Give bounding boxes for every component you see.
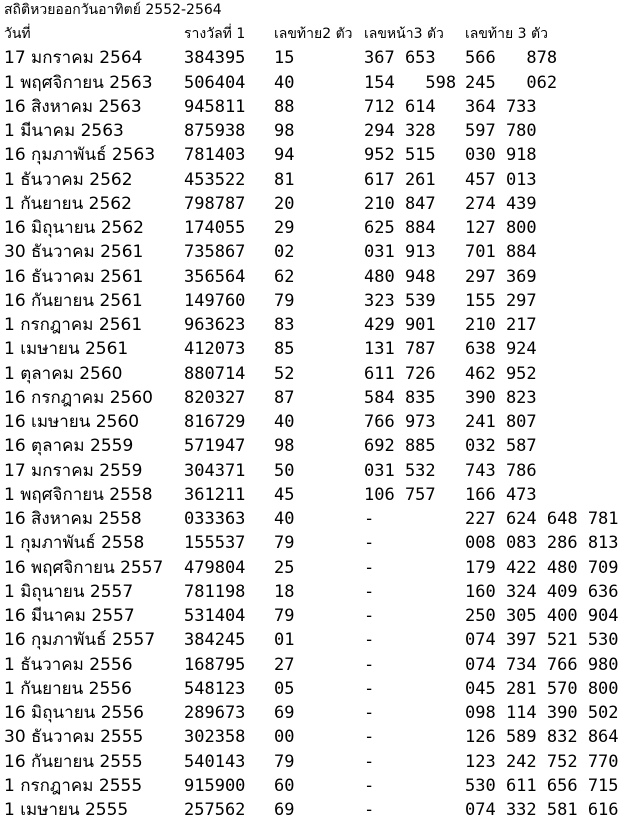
header-back-three: เลขท้าย 3 ตัว — [465, 26, 548, 42]
last-two-cell: 25 — [274, 557, 295, 578]
back-three-cell: 743 786 — [465, 460, 537, 481]
table-body — [0, 46, 644, 822]
draw-date-cell: 16 กรกฎาคม 2560 — [4, 387, 153, 408]
last-two-cell: 69 — [274, 703, 295, 723]
table-row — [0, 265, 644, 289]
results-table — [0, 22, 644, 822]
first-prize-cell: 453522 — [184, 169, 246, 190]
draw-date-cell: 1 ธันวาคม 2562 — [4, 169, 133, 190]
first-prize-cell: 302358 — [184, 727, 246, 748]
draw-date-cell: 16 กันยายน 2555 — [4, 751, 143, 772]
draw-date-cell: 16 ตุลาคม 2559 — [4, 436, 134, 457]
draw-date-cell: 1 ธันวาคม 2556 — [4, 654, 133, 675]
last-two-cell: 60 — [274, 775, 295, 796]
back-three-cell: 045 281 570 800 — [465, 678, 619, 699]
first-prize-cell: 174055 — [184, 218, 246, 238]
front-three-cell: - — [364, 678, 375, 699]
table-row — [0, 701, 644, 725]
table-row — [0, 289, 644, 313]
table-row — [0, 556, 644, 580]
front-three-cell: 367 653 — [364, 48, 436, 69]
draw-date-cell: 1 ตุลาคม 2560 — [4, 363, 123, 384]
draw-date-cell: 16 กุมภาพันธ์ 2563 — [4, 145, 156, 166]
table-row — [0, 628, 644, 652]
back-three-cell: 166 473 — [465, 484, 537, 505]
draw-date-cell: 1 พฤศจิกายน 2558 — [4, 484, 153, 505]
table-row — [0, 483, 644, 507]
first-prize-cell: 945811 — [184, 96, 246, 117]
page-title: สถิติหวยออกวันอาทิตย์ 2552-2564 — [4, 2, 222, 18]
first-prize-cell: 548123 — [184, 678, 246, 699]
first-prize-cell: 506404 — [184, 72, 246, 93]
last-two-cell: 45 — [274, 484, 295, 505]
table-row — [0, 95, 644, 119]
header-last-two: เลขท้าย2 ตัว — [274, 26, 353, 42]
front-three-cell: 031 532 — [364, 460, 436, 481]
table-row — [0, 168, 644, 192]
draw-date-cell: 1 เมษายน 2555 — [4, 800, 129, 820]
last-two-cell: 79 — [274, 751, 295, 772]
draw-date-cell: 1 เมษายน 2561 — [4, 339, 129, 360]
front-three-cell: 712 614 — [364, 96, 436, 117]
first-prize-cell: 479804 — [184, 557, 246, 578]
front-three-cell: 584 835 — [364, 387, 436, 408]
front-three-cell: - — [364, 654, 375, 675]
front-three-cell: 625 884 — [364, 218, 436, 238]
header-front-three: เลขหน้า3 ตัว — [364, 26, 444, 42]
draw-date-cell: 17 มกราคม 2559 — [4, 460, 143, 481]
back-three-cell: 462 952 — [465, 363, 537, 384]
draw-date-cell: 16 มิถุนายน 2562 — [4, 218, 144, 238]
back-three-cell: 210 217 — [465, 315, 537, 335]
first-prize-cell: 168795 — [184, 654, 246, 675]
table-row — [0, 119, 644, 143]
last-two-cell: 88 — [274, 96, 295, 117]
last-two-cell: 50 — [274, 460, 295, 481]
last-two-cell: 62 — [274, 266, 295, 287]
draw-date-cell: 1 พฤศจิกายน 2563 — [4, 72, 153, 93]
first-prize-cell: 304371 — [184, 460, 246, 481]
back-three-cell: 098 114 390 502 — [465, 703, 619, 723]
last-two-cell: 27 — [274, 654, 295, 675]
first-prize-cell: 384395 — [184, 48, 246, 69]
last-two-cell: 20 — [274, 193, 295, 214]
front-three-cell: 323 539 — [364, 290, 436, 311]
draw-date-cell: 16 มีนาคม 2557 — [4, 606, 135, 626]
back-three-cell: 701 884 — [465, 242, 537, 263]
front-three-cell: 210 847 — [364, 193, 436, 214]
first-prize-cell: 289673 — [184, 703, 246, 723]
first-prize-cell: 798787 — [184, 193, 246, 214]
front-three-cell: 031 913 — [364, 242, 436, 263]
table-row — [0, 750, 644, 774]
header-first-prize: รางวัลที่ 1 — [184, 26, 246, 42]
back-three-cell: 457 013 — [465, 169, 537, 190]
back-three-cell: 030 918 — [465, 145, 537, 166]
front-three-cell: 480 948 — [364, 266, 436, 287]
back-three-cell: 364 733 — [465, 96, 537, 117]
first-prize-cell: 033363 — [184, 509, 246, 529]
last-two-cell: 00 — [274, 727, 295, 748]
last-two-cell: 18 — [274, 581, 295, 602]
draw-date-cell: 16 กันยายน 2561 — [4, 290, 143, 311]
first-prize-cell: 356564 — [184, 266, 246, 287]
last-two-cell: 02 — [274, 242, 295, 263]
back-three-cell: 597 780 — [465, 121, 537, 141]
front-three-cell: - — [364, 800, 375, 820]
table-header-row — [0, 22, 644, 46]
table-row — [0, 604, 644, 628]
front-three-cell: - — [364, 581, 375, 602]
back-three-cell: 008 083 286 813 — [465, 533, 619, 554]
back-three-cell: 638 924 — [465, 339, 537, 360]
table-row — [0, 725, 644, 749]
first-prize-cell: 531404 — [184, 606, 246, 626]
draw-date-cell: 16 เมษายน 2560 — [4, 412, 140, 432]
last-two-cell: 85 — [274, 339, 295, 360]
last-two-cell: 01 — [274, 630, 295, 651]
first-prize-cell: 257562 — [184, 800, 246, 820]
last-two-cell: 94 — [274, 145, 295, 166]
first-prize-cell: 735867 — [184, 242, 246, 263]
table-row — [0, 192, 644, 216]
table-row — [0, 459, 644, 483]
front-three-cell: - — [364, 557, 375, 578]
first-prize-cell: 820327 — [184, 387, 246, 408]
last-two-cell: 79 — [274, 606, 295, 626]
table-row — [0, 143, 644, 167]
back-three-cell: 530 611 656 715 — [465, 775, 619, 796]
back-three-cell: 032 587 — [465, 436, 537, 457]
front-three-cell: - — [364, 509, 375, 529]
front-three-cell: - — [364, 606, 375, 626]
draw-date-cell: 17 มกราคม 2564 — [4, 48, 143, 69]
last-two-cell: 05 — [274, 678, 295, 699]
draw-date-cell: 30 ธันวาคม 2561 — [4, 242, 144, 263]
table-row — [0, 46, 644, 70]
back-three-cell: 274 439 — [465, 193, 537, 214]
front-three-cell: 766 973 — [364, 412, 436, 432]
first-prize-cell: 361211 — [184, 484, 246, 505]
first-prize-cell: 412073 — [184, 339, 246, 360]
back-three-cell: 074 397 521 530 — [465, 630, 619, 651]
back-three-cell: 126 589 832 864 — [465, 727, 619, 748]
front-three-cell: 106 757 — [364, 484, 436, 505]
table-row — [0, 774, 644, 798]
front-three-cell: - — [364, 775, 375, 796]
table-row — [0, 240, 644, 264]
draw-date-cell: 16 สิงหาคม 2563 — [4, 96, 142, 117]
back-three-cell: 227 624 648 781 — [465, 509, 619, 529]
draw-date-cell: 1 กันยายน 2556 — [4, 678, 132, 699]
first-prize-cell: 880714 — [184, 363, 246, 384]
front-three-cell: - — [364, 751, 375, 772]
last-two-cell: 69 — [274, 800, 295, 820]
first-prize-cell: 781198 — [184, 581, 246, 602]
last-two-cell: 79 — [274, 533, 295, 554]
back-three-cell: 127 800 — [465, 218, 537, 238]
draw-date-cell: 1 มิถุนายน 2557 — [4, 581, 134, 602]
draw-date-cell: 16 พฤศจิกายน 2557 — [4, 557, 164, 578]
last-two-cell: 15 — [274, 48, 295, 69]
first-prize-cell: 915900 — [184, 775, 246, 796]
front-three-cell: 692 885 — [364, 436, 436, 457]
front-three-cell: 617 261 — [364, 169, 436, 190]
table-row — [0, 580, 644, 604]
back-three-cell: 245 062 — [465, 72, 558, 93]
back-three-cell: 241 807 — [465, 412, 537, 432]
front-three-cell: - — [364, 533, 375, 554]
first-prize-cell: 149760 — [184, 290, 246, 311]
last-two-cell: 79 — [274, 290, 295, 311]
last-two-cell: 83 — [274, 315, 295, 335]
table-row — [0, 362, 644, 386]
front-three-cell: 611 726 — [364, 363, 436, 384]
last-two-cell: 40 — [274, 412, 295, 432]
front-three-cell: 952 515 — [364, 145, 436, 166]
table-row — [0, 434, 644, 458]
back-three-cell: 155 297 — [465, 290, 537, 311]
last-two-cell: 40 — [274, 72, 295, 93]
first-prize-cell: 384245 — [184, 630, 246, 651]
back-three-cell: 160 324 409 636 — [465, 581, 619, 602]
first-prize-cell: 875938 — [184, 121, 246, 141]
draw-date-cell: 1 กรกฎาคม 2555 — [4, 775, 143, 796]
back-three-cell: 390 823 — [465, 387, 537, 408]
draw-date-cell: 16 กุมภาพันธ์ 2557 — [4, 630, 156, 651]
front-three-cell: 429 901 — [364, 315, 436, 335]
back-three-cell: 123 242 752 770 — [465, 751, 619, 772]
table-row — [0, 71, 644, 95]
draw-date-cell: 16 สิงหาคม 2558 — [4, 509, 142, 529]
draw-date-cell: 16 ธันวาคม 2561 — [4, 266, 144, 287]
first-prize-cell: 571947 — [184, 436, 246, 457]
last-two-cell: 40 — [274, 509, 295, 529]
table-row — [0, 531, 644, 555]
last-two-cell: 98 — [274, 121, 295, 141]
back-three-cell: 074 734 766 980 — [465, 654, 619, 675]
front-three-cell: 294 328 — [364, 121, 436, 141]
last-two-cell: 87 — [274, 387, 295, 408]
table-row — [0, 410, 644, 434]
table-row — [0, 677, 644, 701]
back-three-cell: 297 369 — [465, 266, 537, 287]
first-prize-cell: 963623 — [184, 315, 246, 335]
last-two-cell: 52 — [274, 363, 295, 384]
first-prize-cell: 540143 — [184, 751, 246, 772]
last-two-cell: 29 — [274, 218, 295, 238]
table-row — [0, 653, 644, 677]
front-three-cell: 154 598 — [364, 72, 457, 93]
front-three-cell: 131 787 — [364, 339, 436, 360]
table-row — [0, 386, 644, 410]
first-prize-cell: 155537 — [184, 533, 246, 554]
front-three-cell: - — [364, 727, 375, 748]
table-row — [0, 798, 644, 822]
draw-date-cell: 1 กันยายน 2562 — [4, 193, 132, 214]
first-prize-cell: 816729 — [184, 412, 246, 432]
back-three-cell: 179 422 480 709 — [465, 557, 619, 578]
table-row — [0, 216, 644, 240]
draw-date-cell: 1 กุมภาพันธ์ 2558 — [4, 533, 145, 554]
front-three-cell: - — [364, 630, 375, 651]
last-two-cell: 81 — [274, 169, 295, 190]
back-three-cell: 250 305 400 904 — [465, 606, 619, 626]
back-three-cell: 566 878 — [465, 48, 558, 69]
table-row — [0, 507, 644, 531]
last-two-cell: 98 — [274, 436, 295, 457]
draw-date-cell: 30 ธันวาคม 2555 — [4, 727, 144, 748]
table-row — [0, 337, 644, 361]
header-date: วันที่ — [4, 26, 31, 42]
draw-date-cell: 1 มีนาคม 2563 — [4, 121, 124, 141]
draw-date-cell: 16 มิถุนายน 2556 — [4, 703, 144, 723]
first-prize-cell: 781403 — [184, 145, 246, 166]
back-three-cell: 074 332 581 616 — [465, 800, 619, 820]
table-row — [0, 313, 644, 337]
draw-date-cell: 1 กรกฎาคม 2561 — [4, 315, 143, 335]
front-three-cell: - — [364, 703, 375, 723]
